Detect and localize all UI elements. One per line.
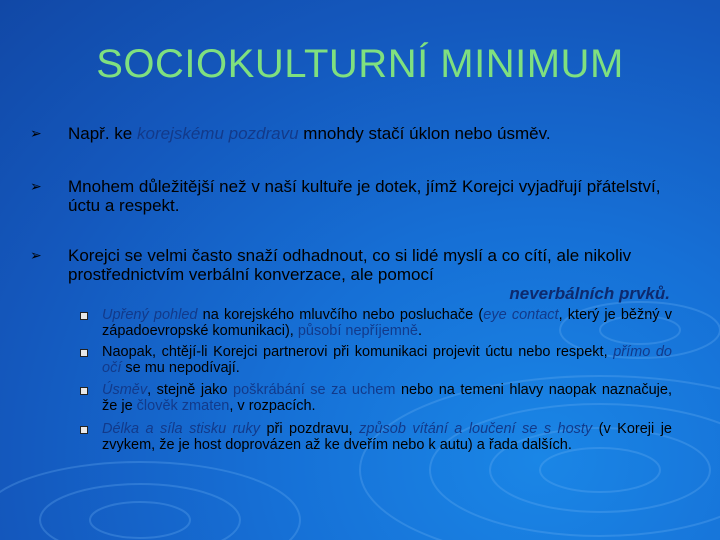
bullet-item [30, 124, 690, 143]
sub-bullet-text: na korejského mluvčího nebo posluchače ( [197, 307, 484, 323]
highlight-text: pozdravu [228, 124, 299, 143]
arrowhead-bullet-icon: ➢ [30, 125, 42, 141]
arrowhead-bullet-icon: ➢ [30, 247, 42, 263]
sub-bullet-text: , stejně jako [147, 382, 233, 398]
bullet-text: Korejci se velmi často snaží odhadnout, co si lidé myslí a co cítí, ale nikoliv prostřednictvím verbální konverzace, ale pomocí [68, 246, 632, 284]
bullet-text: Např. ke [68, 124, 137, 143]
sub-bullet-text: . [417, 322, 422, 339]
highlight-text: přímo do očí [102, 344, 672, 376]
highlight-text: Délka a síla stisku ruky [102, 421, 260, 437]
square-bullet-icon [80, 349, 88, 357]
square-bullet-icon [80, 312, 88, 320]
sub-bullet-text: , v rozpacích. [229, 397, 316, 414]
sub-bullet-text: (v Koreji je zvykem, že je host doprovázen až ke dveřím nebo k autu) a řada dalších. [102, 421, 672, 453]
highlight-text: způsob vítání a loučení se s hosty [359, 421, 593, 437]
bullet-text: Mnohem důležitější než v naší kultuře je dotek, jímž Korejci vyjadřují přátelství, úctu a respekt. [68, 177, 661, 215]
square-bullet-icon [80, 387, 88, 395]
sub-bullet-item [80, 422, 672, 453]
sub-bullet-item [80, 383, 672, 414]
sub-bullet-text: při pozdravu, [260, 421, 360, 437]
highlight-text: eye contact [483, 307, 559, 323]
sub-bullet-text: nebo na temeni hlavy naopak naznačuje, že je [102, 382, 672, 414]
square-bullet-icon [80, 426, 88, 434]
sub-bullet-item [80, 345, 672, 376]
sub-bullet-item [80, 308, 672, 339]
bullet-item [30, 177, 690, 215]
highlight-text: Úsměv [102, 382, 148, 398]
highlight-text: poškrábání se za uchem [233, 382, 396, 398]
highlight-text: neverbálních prvků. [509, 284, 670, 303]
sub-bullet-text: Naopak, chtějí-li Korejci partnerovi při komunikaci projevit úctu nebo respekt, [102, 344, 614, 360]
bullet-item [30, 246, 690, 303]
slide-title: SOCIOKULTURNÍ MINIMUM [96, 42, 624, 86]
bullet-text: mnohdy stačí úklon nebo úsměv. [298, 124, 551, 143]
highlight-text: člověk zmaten [136, 397, 230, 414]
highlight-text: Upřený pohled [102, 307, 198, 323]
arrowhead-bullet-icon: ➢ [30, 178, 42, 194]
sub-bullet-text: se mu nepodívají. [121, 359, 240, 376]
sub-bullet-text: , který je běžný v západoevropské komunikaci), [102, 307, 672, 339]
highlight-text: působí nepříjemně [297, 322, 418, 339]
highlight-text: korejskému [136, 124, 224, 143]
